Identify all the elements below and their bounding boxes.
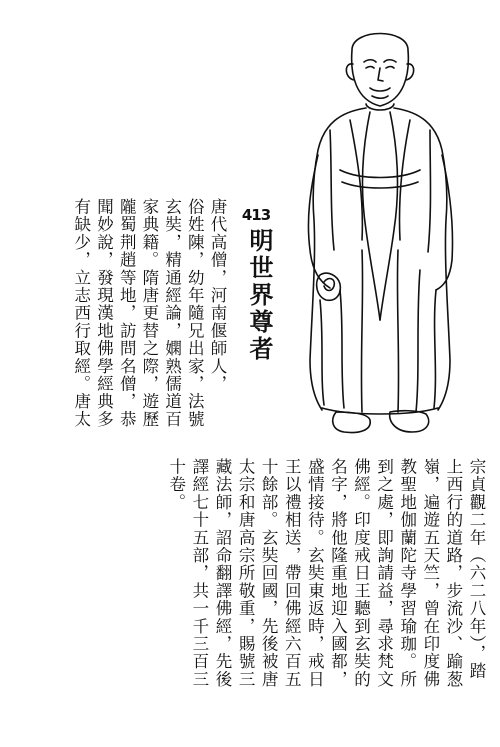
biography-text-upper [69, 198, 228, 428]
top-column: 隴蜀荆趙等地，訪問名僧，恭 [117, 198, 137, 429]
left-foot [333, 412, 370, 433]
title-block [238, 206, 274, 386]
bottom-column: 上西行的道路，步流沙、踰葱 [443, 458, 463, 689]
title-name: 明世界尊者 [245, 228, 274, 363]
top-column: 家典籍。隋唐更替之際，遊歷 [139, 198, 159, 429]
top-column: 唐代高僧，河南偃師人， [208, 198, 227, 393]
top-column: 玄奘，精通經論，嫻熟儒道百 [162, 198, 182, 429]
bottom-column: 教聖地伽蘭陀寺學習瑜珈。所 [397, 458, 417, 689]
arhat-illustration [280, 20, 480, 440]
biography-text-lower [165, 458, 488, 688]
bottom-column: 藏法師，詔命翻譯佛經，先後 [212, 458, 232, 689]
bottom-column: 盛情接待。玄奘東返時，戒日 [305, 458, 325, 689]
bottom-column: 十卷。 [166, 458, 186, 512]
bottom-column: 名字，將他隆重地迎入國都， [328, 458, 348, 689]
bottom-column: 太宗和唐高宗所敬重，賜號三 [236, 458, 256, 689]
left-sleeve [308, 155, 330, 288]
right-sleeve [436, 155, 453, 290]
bottom-column: 宗貞觀二年（六二八年），踏 [467, 458, 486, 680]
bottom-column: 嶺，遍遊五天竺，曾在印度佛 [420, 458, 440, 689]
robe-outline [310, 108, 366, 410]
top-column: 聞妙說，發現漢地佛學經典多 [94, 198, 114, 429]
bottom-column: 譯經七十五部，共一千三百三 [189, 458, 209, 689]
top-column: 俗姓陳，幼年隨兄出家，法號 [185, 198, 205, 429]
bottom-column: 十餘部。玄奘回國，先後被唐 [259, 458, 279, 689]
top-column: 有缺少，立志西行取經。唐太 [71, 198, 91, 429]
bottom-column: 到之處，即詢請益，尋求梵文 [374, 458, 394, 689]
title-number: 413 [241, 206, 271, 224]
bottom-column: 王以禮相送，帶回佛經六百五 [282, 458, 302, 689]
bottom-column: 佛經。印度戒日王聽到玄奘的 [351, 458, 371, 689]
